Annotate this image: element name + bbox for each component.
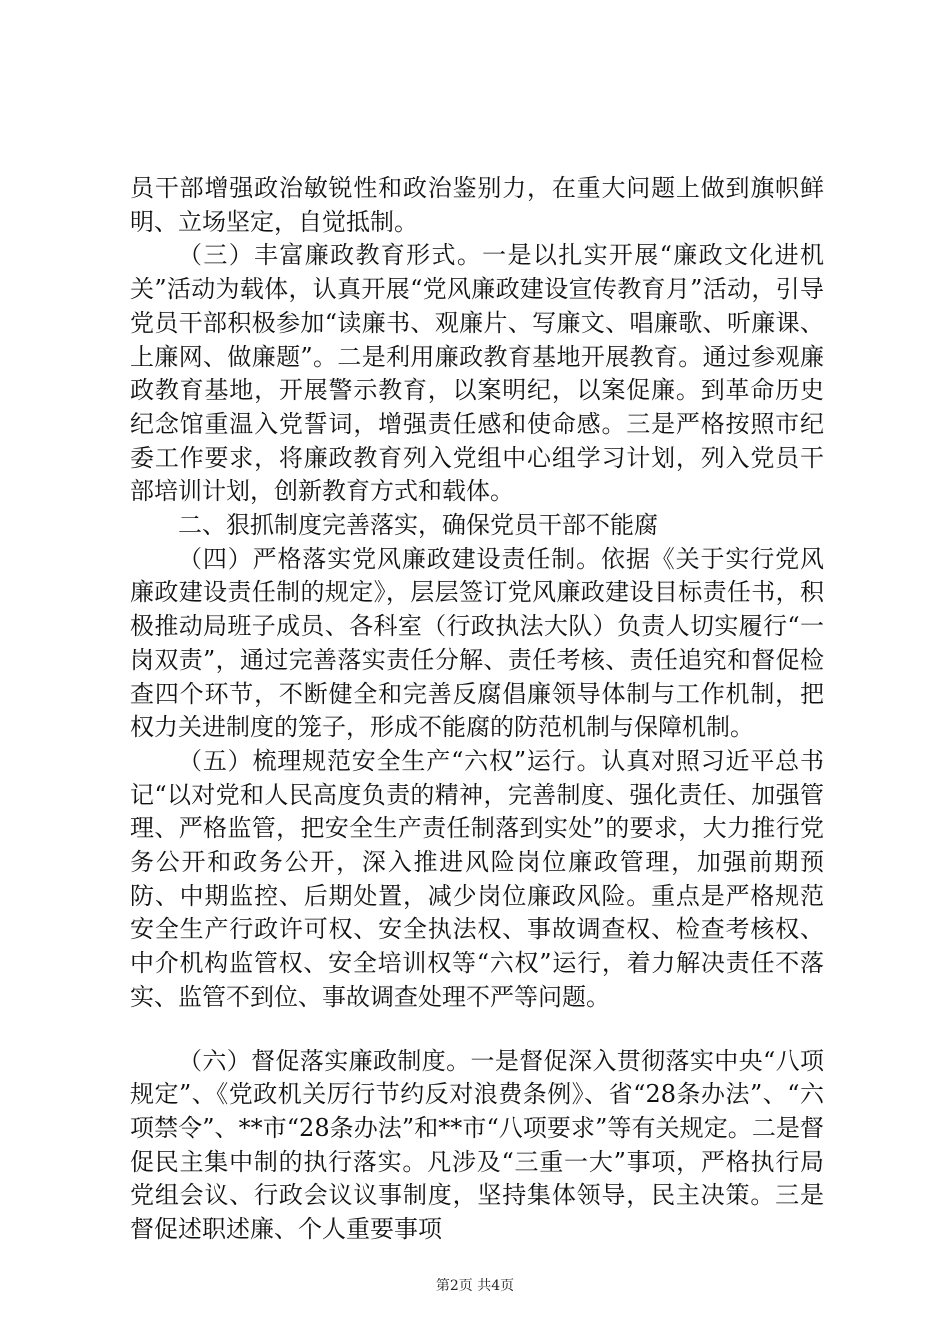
paragraph-section-six: （六）督促落实廉政制度。一是督促深入贯彻落实中央“八项规定”、《党政机关厉行节约反对浪费条例》、省“28条办法”、“六项禁令”、**市“28条办法”和**市“八项要求”等有关规定。二是督促民主集中制的执行落实。凡涉及“三重一大”事项，严格执行局党组会议、行政会议议事制度，坚持集体领导，民主决策。三是督促述职述廉、个人重要事项 bbox=[130, 1046, 824, 1244]
section-heading-two: 二、狠抓制度完善落实，确保党员干部不能腐 bbox=[178, 511, 658, 540]
document-body bbox=[130, 172, 824, 1247]
page-footer: 第2页 共4页 bbox=[435, 1278, 515, 1294]
paragraph-gap bbox=[130, 1015, 824, 1045]
paragraph-continuation: 员干部增强政治敏锐性和政治鉴别力，在重大问题上做到旗帜鲜明、立场坚定，自觉抵制。 bbox=[130, 174, 824, 236]
paragraph-section-four: （四）严格落实党风廉政建设责任制。依据《关于实行党风廉政建设责任制的规定》，层层签订党风廉政建设目标责任书，积极推动局班子成员、各科室（行政执法大队）负责人切实履行“一岗双责”，通过完善落实责任分解、责任考核、责任追究和督促检查四个环节，不断健全和完善反腐倡廉领导体制与工作机制，把权力关进制度的笼子，形成不能腐的防范机制与保障机制。 bbox=[130, 544, 824, 742]
paragraph-section-three: （三）丰富廉政教育形式。一是以扎实开展“廉政文化进机关”活动为载体，认真开展“党风廉政建设宣传教育月”活动，引导党员干部积极参加“读廉书、观廉片、写廉文、唱廉歌、听廉课、上廉网、做廉题”。二是利用廉政教育基地开展教育。通过参观廉政教育基地，开展警示教育，以案明纪，以案促廉。到革命历史纪念馆重温入党誓词，增强责任感和使命感。三是严格按照市纪委工作要求，将廉政教育列入党组中心组学习计划，列入党员干部培训计划，创新教育方式和载体。 bbox=[130, 241, 824, 506]
paragraph-section-five: （五）梳理规范安全生产“六权”运行。认真对照习近平总书记“以对党和人民高度负责的精神，完善制度、强化责任、加强管理、严格监管，把安全生产责任制落到实处”的要求，大力推行党务公开和政务公开，深入推进风险岗位廉政管理，加强前期预防、中期监控、后期处置，减少岗位廉政风险。重点是严格规范安全生产行政许可权、安全执法权、事故调查权、检查考核权、中介机构监管权、安全培训权等“六权”运行，着力解决责任不落实、监管不到位、事故调查处理不严等问题。 bbox=[130, 746, 824, 1011]
